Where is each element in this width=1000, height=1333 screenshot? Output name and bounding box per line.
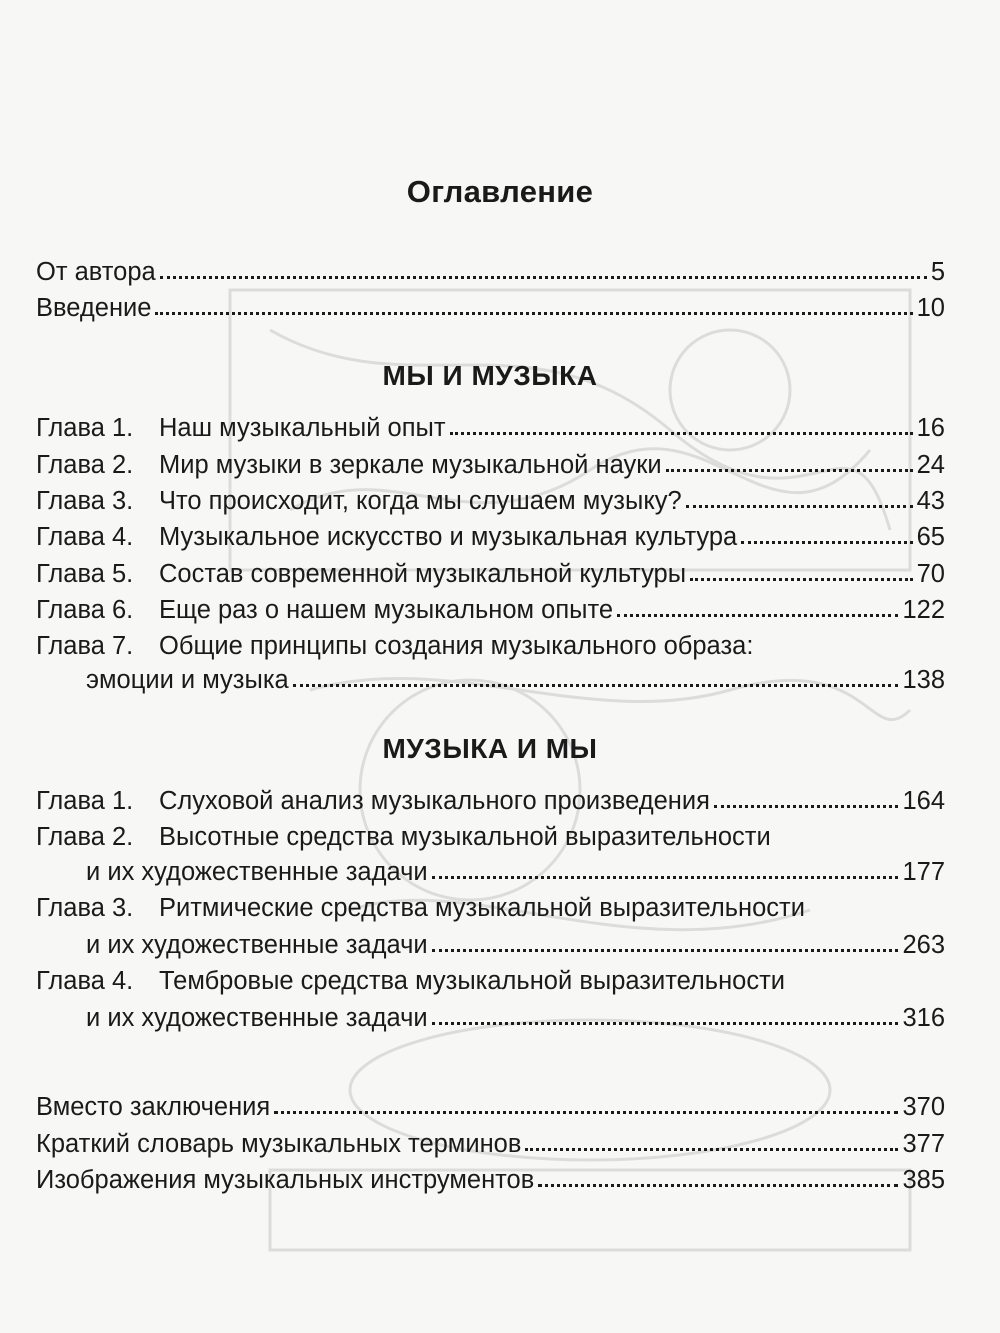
toc-entry-text: Введение xyxy=(36,294,152,322)
chapter-title-continuation: и их художественные задачи xyxy=(86,858,428,886)
dot-leader xyxy=(155,311,912,315)
dot-leader xyxy=(432,1021,899,1025)
toc-entry-instruments xyxy=(36,1163,945,1197)
toc-entry-chapter-first-line xyxy=(36,820,771,854)
dot-leader xyxy=(714,804,899,808)
dot-leader xyxy=(160,275,927,279)
chapter-title: Слуховой анализ музыкального произведения xyxy=(159,787,710,815)
toc-page-number: 70 xyxy=(916,560,945,588)
toc-page-number: 16 xyxy=(916,414,945,442)
dot-leader xyxy=(741,540,912,544)
dot-leader xyxy=(293,683,899,687)
toc-entry-chapter xyxy=(36,557,945,591)
dot-leader xyxy=(525,1147,898,1151)
toc-entry-chapter xyxy=(36,520,945,554)
toc-entry-conclusion xyxy=(36,1090,945,1124)
toc-page-number: 138 xyxy=(902,666,945,694)
chapter-title: Общие принципы создания музыкального образа: xyxy=(159,632,754,660)
page-title: Оглавление xyxy=(406,174,594,209)
toc-page-number: 122 xyxy=(902,596,945,624)
toc-entry-chapter-continuation xyxy=(86,663,945,697)
toc-page-number: 24 xyxy=(916,451,945,479)
chapter-number: Глава 4. xyxy=(36,523,134,551)
chapter-title-continuation: эмоции и музыка xyxy=(86,666,289,694)
chapter-title: Еще раз о нашем музыкальном опыте xyxy=(159,596,614,624)
chapter-title: Высотные средства музыкальной выразительности xyxy=(159,823,771,851)
dot-leader xyxy=(274,1110,898,1114)
dot-leader xyxy=(432,948,899,952)
toc-page-number: 65 xyxy=(916,523,945,551)
toc-page-number: 370 xyxy=(902,1093,945,1121)
toc-page-number: 263 xyxy=(902,931,945,959)
chapter-number: Глава 7. xyxy=(36,632,134,660)
chapter-title: Музыкальное искусство и музыкальная культура xyxy=(159,523,738,551)
toc-page-number: 5 xyxy=(930,258,945,286)
chapter-title: Состав современной музыкальной культуры xyxy=(159,560,687,588)
toc-entry-chapter-first-line xyxy=(36,629,753,663)
dot-leader xyxy=(538,1183,898,1187)
chapter-number: Глава 6. xyxy=(36,596,134,624)
toc-entry-introduction xyxy=(36,291,945,325)
chapter-title-continuation: и их художественные задачи xyxy=(86,1004,428,1032)
chapter-number: Глава 1. xyxy=(36,787,134,815)
toc-entry-chapter xyxy=(36,593,945,627)
toc-entry-chapter-first-line xyxy=(36,964,785,998)
toc-entry-text: Изображения музыкальных инструментов xyxy=(36,1166,535,1194)
toc-entry-author xyxy=(36,255,945,289)
section-heading: МЫ И МУЗЫКА xyxy=(382,360,598,391)
toc-entry-glossary xyxy=(36,1127,945,1161)
toc-page-number: 43 xyxy=(916,487,945,515)
chapter-number: Глава 3. xyxy=(36,487,134,515)
toc-page-number: 316 xyxy=(902,1004,945,1032)
chapter-number: Глава 5. xyxy=(36,560,134,588)
chapter-title-continuation: и их художественные задачи xyxy=(86,931,428,959)
toc-entry-text: От автора xyxy=(36,258,156,286)
section-heading: МУЗЫКА И МЫ xyxy=(382,733,598,764)
toc-entry-chapter-continuation xyxy=(86,855,945,889)
chapter-title: Тембровые средства музыкальной выразительности xyxy=(159,967,786,995)
chapter-title: Наш музыкальный опыт xyxy=(159,414,446,442)
dot-leader xyxy=(432,875,899,879)
toc-entry-chapter xyxy=(36,411,945,445)
toc-page-number: 377 xyxy=(902,1130,945,1158)
toc-entry-chapter-first-line xyxy=(36,891,805,925)
dot-leader xyxy=(690,577,913,581)
toc-entry-chapter xyxy=(36,448,945,482)
toc-entry-text: Краткий словарь музыкальных терминов xyxy=(36,1130,522,1158)
toc-entry-chapter xyxy=(36,784,945,818)
toc-entry-chapter xyxy=(36,484,945,518)
dot-leader xyxy=(686,504,913,508)
chapter-number: Глава 1. xyxy=(36,414,134,442)
chapter-title: Что происходит, когда мы слушаем музыку? xyxy=(159,487,682,515)
dot-leader xyxy=(450,431,913,435)
toc-page-number: 177 xyxy=(902,858,945,886)
toc-entry-chapter-continuation xyxy=(86,928,945,962)
chapter-number: Глава 3. xyxy=(36,894,134,922)
chapter-number: Глава 4. xyxy=(36,967,134,995)
dot-leader xyxy=(666,468,913,472)
toc-entry-chapter-continuation xyxy=(86,1001,945,1035)
chapter-number: Глава 2. xyxy=(36,823,134,851)
toc-page-number: 10 xyxy=(916,294,945,322)
toc-entry-text: Вместо заключения xyxy=(36,1093,271,1121)
dot-leader xyxy=(617,613,898,617)
toc-page-number: 164 xyxy=(902,787,945,815)
chapter-title: Ритмические средства музыкальной выразительности xyxy=(159,894,805,922)
chapter-number: Глава 2. xyxy=(36,451,134,479)
chapter-title: Мир музыки в зеркале музыкальной науки xyxy=(159,451,662,479)
toc-page-number: 385 xyxy=(902,1166,945,1194)
